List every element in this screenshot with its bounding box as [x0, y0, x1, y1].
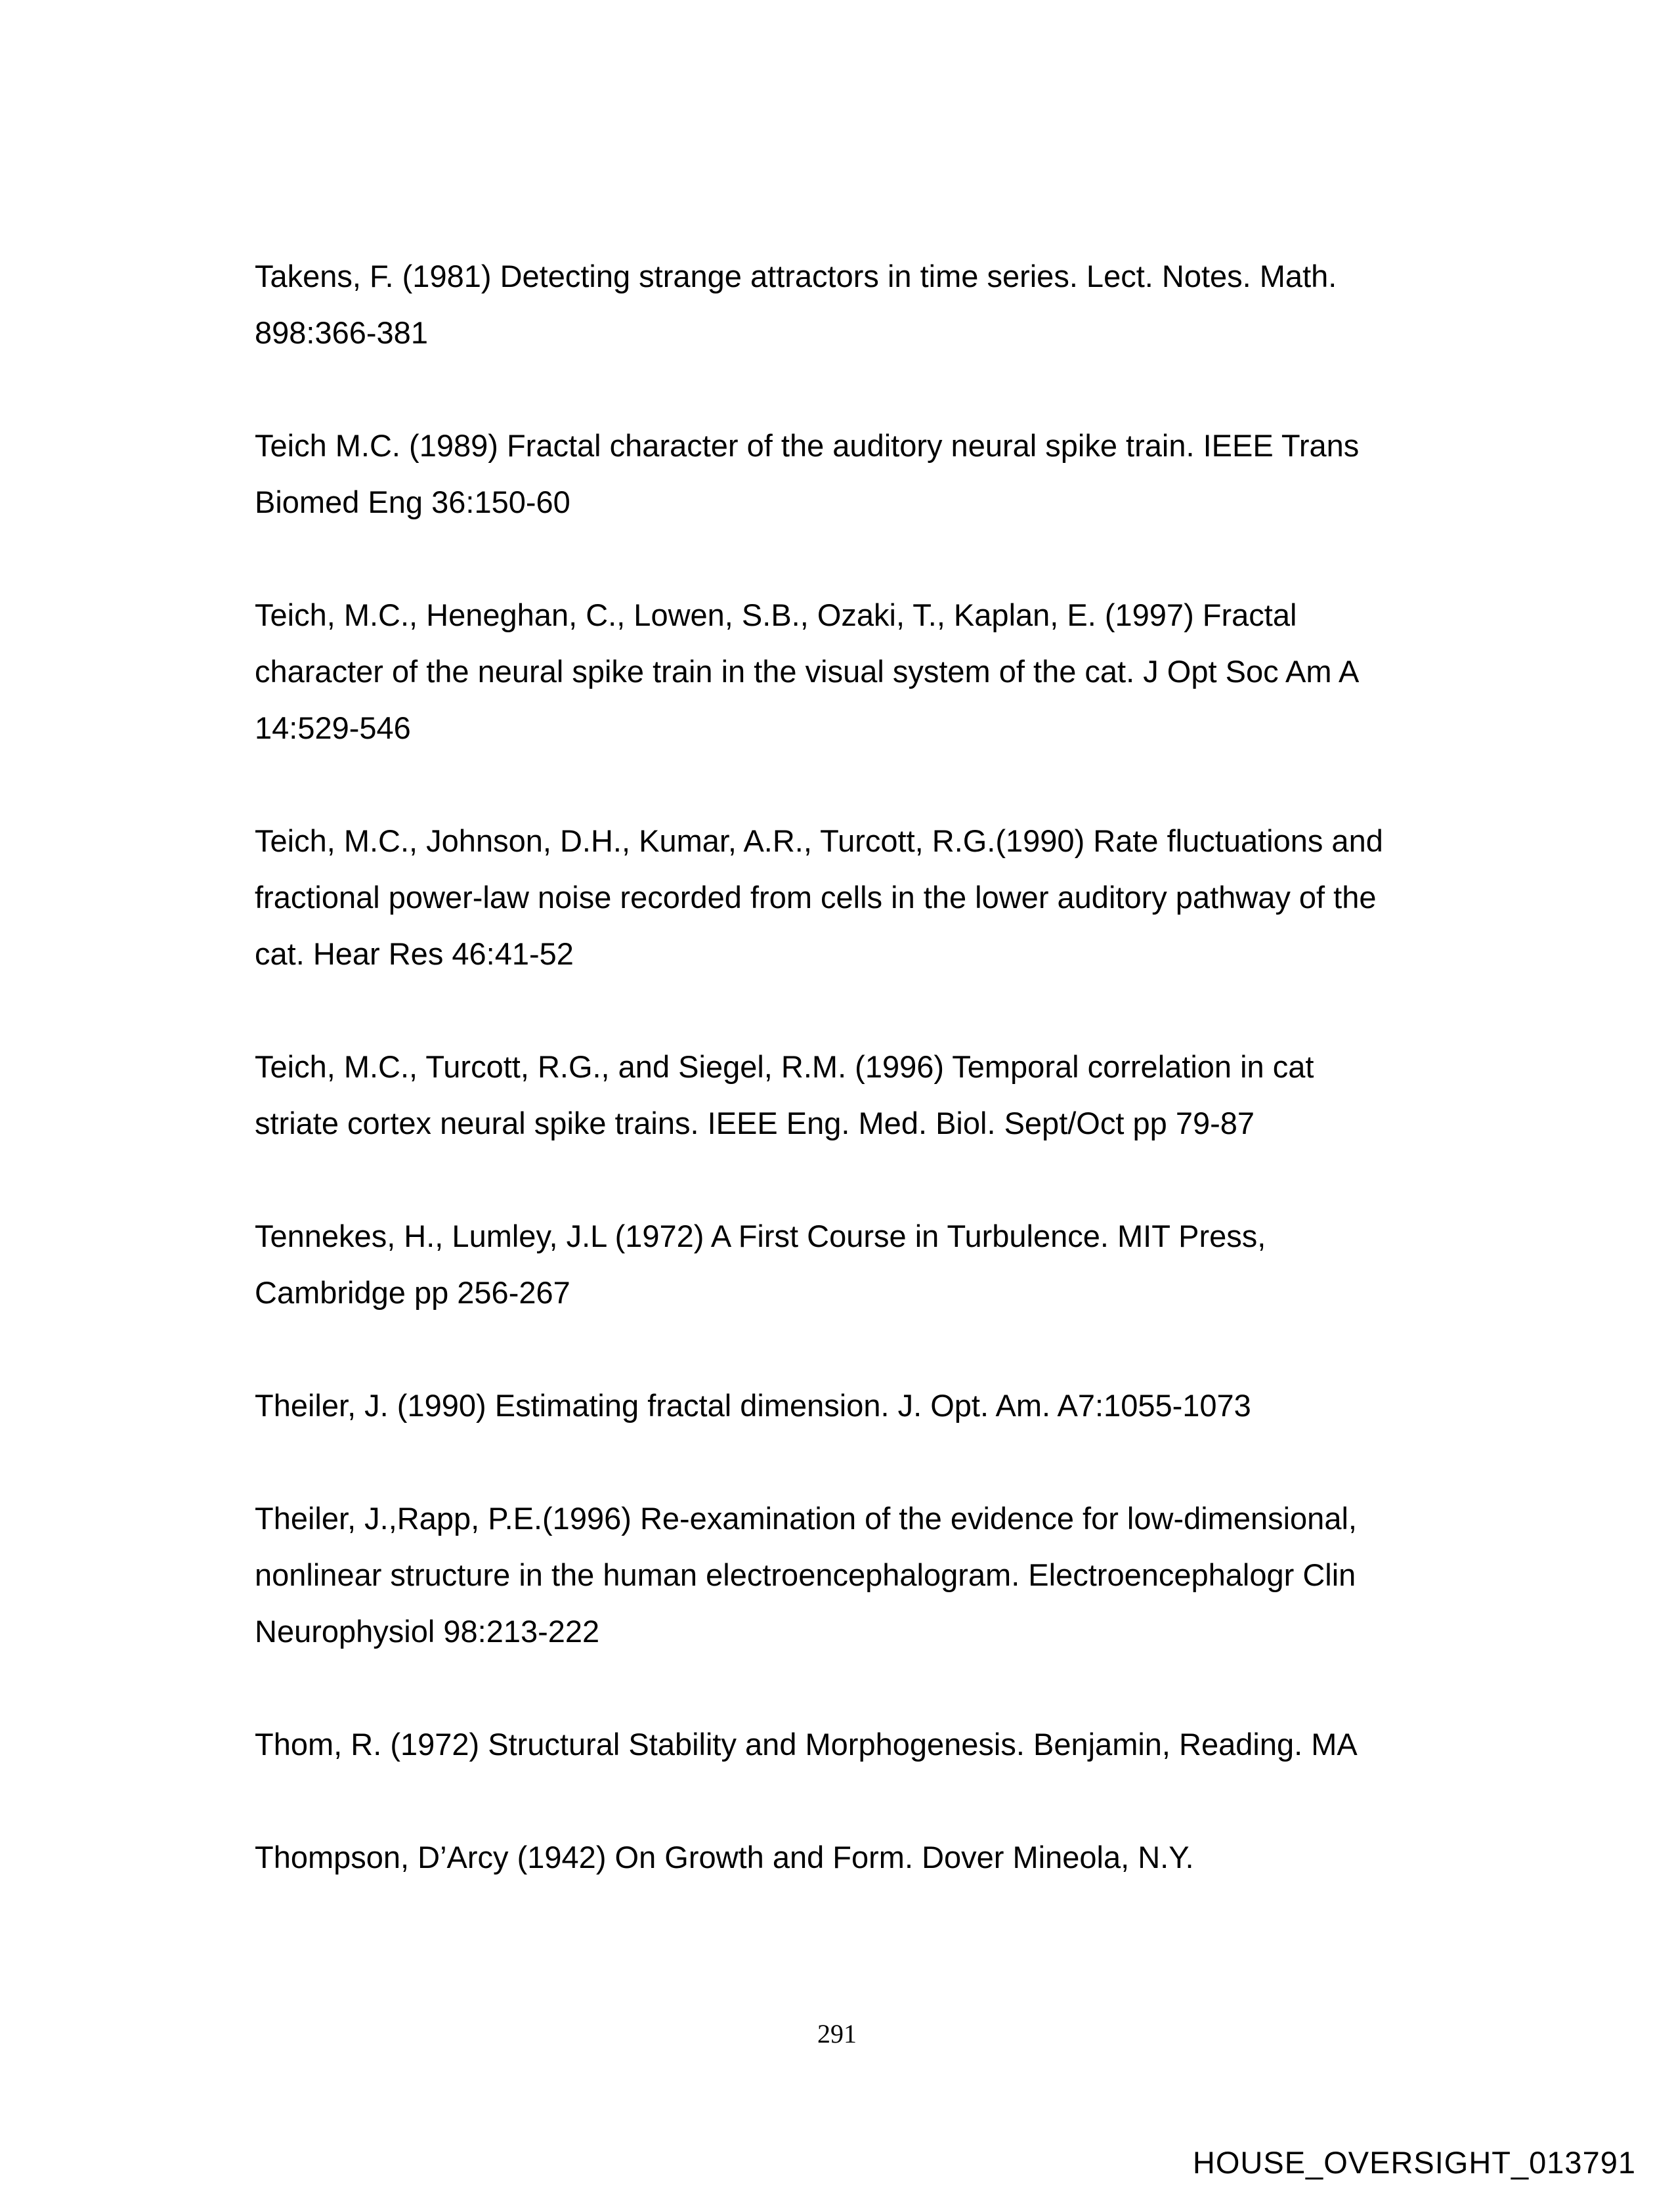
reference-line: Teich, M.C., Johnson, D.H., Kumar, A.R., Turcott, R.G.(1990) Rate fluctuations and [255, 823, 1383, 858]
reference-line: character of the neural spike train in the visual system of the cat. J Opt Soc Am A [255, 654, 1360, 689]
reference-line: Takens, F. (1981) Detecting strange attractors in time series. Lect. Notes. Math. [255, 259, 1337, 293]
reference-line: cat. Hear Res 46:41-52 [255, 936, 574, 971]
reference-entry [255, 1829, 1495, 1886]
reference-line: nonlinear structure in the human electroencephalogram. Electroencephalogr Clin [255, 1557, 1356, 1592]
reference-entry [255, 813, 1495, 982]
reference-entry [255, 1716, 1495, 1773]
reference-list [255, 248, 1495, 1942]
reference-line: Neurophysiol 98:213-222 [255, 1614, 600, 1649]
reference-entry [255, 418, 1495, 531]
reference-line: Thom, R. (1972) Structural Stability and Morphogenesis. Benjamin, Reading. MA [255, 1727, 1358, 1762]
reference-line: Biomed Eng 36:150-60 [255, 485, 570, 519]
reference-line: Teich, M.C., Heneghan, C., Lowen, S.B., Ozaki, T., Kaplan, E. (1997) Fractal [255, 597, 1297, 632]
reference-line: Theiler, J.,Rapp, P.E.(1996) Re-examination of the evidence for low-dimensional, [255, 1501, 1357, 1536]
page-number: 291 [817, 2019, 857, 2049]
reference-line: striate cortex neural spike trains. IEEE Eng. Med. Biol. Sept/Oct pp 79-87 [255, 1106, 1255, 1140]
reference-entry [255, 1490, 1495, 1660]
reference-entry [255, 248, 1495, 361]
reference-line: Teich M.C. (1989) Fractal character of the auditory neural spike train. IEEE Trans [255, 428, 1360, 463]
reference-line: Cambridge pp 256-267 [255, 1275, 570, 1310]
reference-line: Theiler, J. (1990) Estimating fractal dimension. J. Opt. Am. A7:1055-1073 [255, 1388, 1251, 1423]
bates-number: HOUSE_OVERSIGHT_013791 [1192, 2145, 1636, 2180]
reference-line: Tennekes, H., Lumley, J.L (1972) A First Course in Turbulence. MIT Press, [255, 1219, 1266, 1253]
reference-line: Thompson, D’Arcy (1942) On Growth and Form. Dover Mineola, N.Y. [255, 1840, 1194, 1875]
reference-line: 14:529-546 [255, 710, 411, 745]
reference-line: Teich, M.C., Turcott, R.G., and Siegel, R.M. (1996) Temporal correlation in cat [255, 1049, 1314, 1084]
reference-entry [255, 1039, 1495, 1152]
reference-line: 898:366-381 [255, 315, 428, 350]
reference-entry [255, 587, 1495, 756]
reference-entry [255, 1208, 1495, 1321]
reference-entry [255, 1377, 1495, 1434]
reference-line: fractional power-law noise recorded from cells in the lower auditory pathway of the [255, 880, 1377, 915]
